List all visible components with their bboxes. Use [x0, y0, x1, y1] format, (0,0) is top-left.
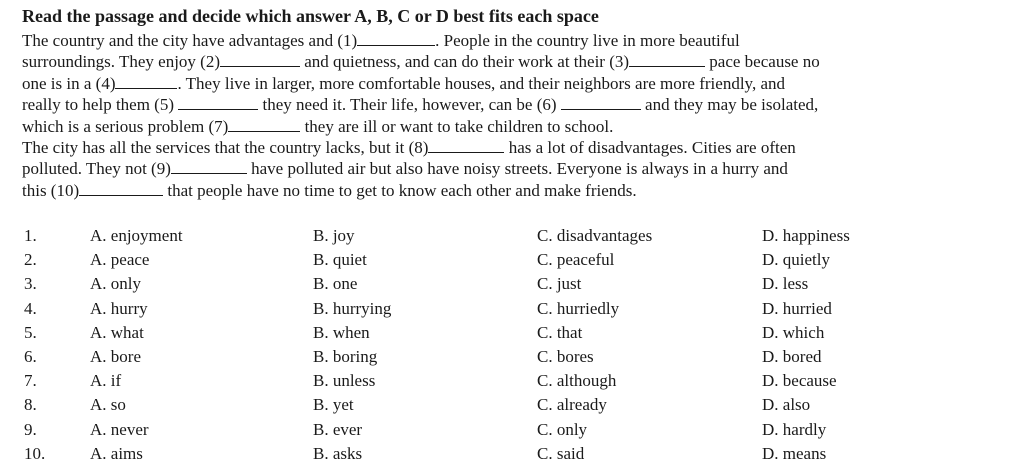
option-c: C. peaceful [537, 250, 615, 270]
option-b: B. quiet [313, 250, 367, 270]
passage-text: really to help them (5) [22, 95, 175, 115]
option-a: A. enjoyment [90, 226, 183, 245]
option-b: B. when [313, 322, 370, 342]
blank-8 [428, 138, 504, 153]
option-d: D. because [762, 371, 837, 391]
option-a: A. bore [90, 346, 141, 366]
option-c: C. that [537, 322, 583, 342]
passage-text: and quietness, and can do their work at their (3) [304, 52, 630, 72]
question-row-2 [0, 248, 1024, 272]
option-d: D. hurried [762, 298, 832, 318]
option-c: C. only [537, 419, 588, 439]
passage-text: and they may be isolated, [645, 95, 819, 115]
passage-text: The country and the city have advantages and (1) [22, 31, 358, 50]
option-a: A. only [90, 274, 141, 294]
question-number: 10. [24, 443, 46, 463]
option-d: D. happiness [762, 226, 850, 245]
option-d: D. also [762, 395, 811, 415]
passage-text: pace because no [709, 52, 820, 72]
question-row-3 [0, 272, 1024, 296]
option-c: C. although [537, 371, 617, 391]
question-number: 9. [24, 419, 37, 439]
option-b: B. hurrying [313, 298, 392, 318]
blank-4 [115, 74, 177, 89]
question-row-9 [0, 418, 1024, 442]
question-number: 8. [24, 395, 37, 415]
question-row-10 [0, 442, 1024, 466]
option-d: D. which [762, 322, 825, 342]
passage-line [22, 116, 982, 137]
option-c: C. said [537, 443, 585, 463]
option-b: B. one [313, 274, 358, 294]
blank-1 [357, 31, 435, 46]
option-d: D. quietly [762, 250, 830, 270]
question-row-1 [0, 224, 1024, 248]
blank-7 [228, 117, 300, 132]
option-c: C. hurriedly [537, 298, 620, 318]
option-c: C. just [537, 274, 582, 294]
question-row-6 [0, 345, 1024, 369]
option-a: A. hurry [90, 298, 148, 318]
option-b: B. boring [313, 346, 378, 366]
passage-text: that people have no time to get to know each other and make friends. [167, 180, 637, 200]
passage [22, 30, 982, 201]
option-a: A. peace [90, 250, 150, 270]
question-number: 2. [24, 250, 37, 270]
exercise-title: Read the passage and decide which answer A, B, C or D best fits each space [22, 6, 599, 26]
option-b: B. unless [313, 371, 376, 391]
passage-text: . People in the country live in more beautiful [435, 31, 740, 50]
option-b: B. joy [313, 226, 355, 245]
blank-2 [220, 52, 300, 67]
passage-line [22, 180, 982, 201]
option-a: A. if [90, 371, 122, 391]
option-d: D. hardly [762, 419, 827, 439]
option-b: B. yet [313, 395, 354, 415]
option-c: C. disadvantages [537, 226, 653, 245]
option-b: B. ever [313, 419, 363, 439]
option-c: C. bores [537, 346, 594, 366]
passage-line [22, 94, 982, 115]
passage-text: which is a serious problem (7) [22, 116, 229, 136]
passage-text: they need it. Their life, however, can be (6) [262, 95, 557, 115]
blank-10 [79, 181, 163, 196]
option-b: B. asks [313, 443, 363, 463]
passage-text: they are ill or want to take children to school. [304, 116, 614, 136]
option-d: D. means [762, 443, 827, 463]
option-a: A. never [90, 419, 149, 439]
option-a: A. what [90, 322, 144, 342]
passage-text: have polluted air but also have noisy streets. Everyone is always in a hurry and [251, 159, 788, 179]
option-d: D. less [762, 274, 809, 294]
question-row-5 [0, 321, 1024, 345]
passage-text: surroundings. They enjoy (2) [22, 52, 220, 72]
blank-3 [629, 52, 705, 67]
blank-6 [561, 95, 641, 110]
option-a: A. aims [90, 443, 143, 463]
question-number: 4. [24, 298, 37, 318]
passage-text: has a lot of disadvantages. Cities are often [508, 137, 796, 157]
option-c: C. already [537, 395, 607, 415]
question-row-4 [0, 297, 1024, 321]
passage-text: this (10) [22, 180, 80, 200]
blank-5 [178, 95, 258, 110]
passage-line [22, 73, 982, 94]
blank-9 [171, 159, 247, 174]
passage-text: The city has all the services that the country lacks, but it (8) [22, 137, 429, 157]
question-number: 5. [24, 322, 37, 342]
passage-text: . They live in larger, more comfortable houses, and their neighbors are more friendly, and [177, 73, 785, 93]
passage-line [22, 158, 982, 179]
question-row-8 [0, 393, 1024, 417]
option-a: A. so [90, 395, 126, 415]
option-d: D. bored [762, 346, 822, 366]
answer-options [0, 224, 1024, 466]
passage-text: polluted. They not (9) [22, 159, 171, 179]
question-number: 7. [24, 371, 37, 391]
passage-line [22, 51, 982, 72]
question-number: 3. [24, 274, 37, 294]
question-row-7 [0, 369, 1024, 393]
passage-line [22, 30, 982, 51]
passage-text: one is in a (4) [22, 73, 116, 93]
passage-line [22, 137, 982, 158]
question-number: 6. [24, 346, 37, 366]
question-number: 1. [24, 226, 37, 245]
